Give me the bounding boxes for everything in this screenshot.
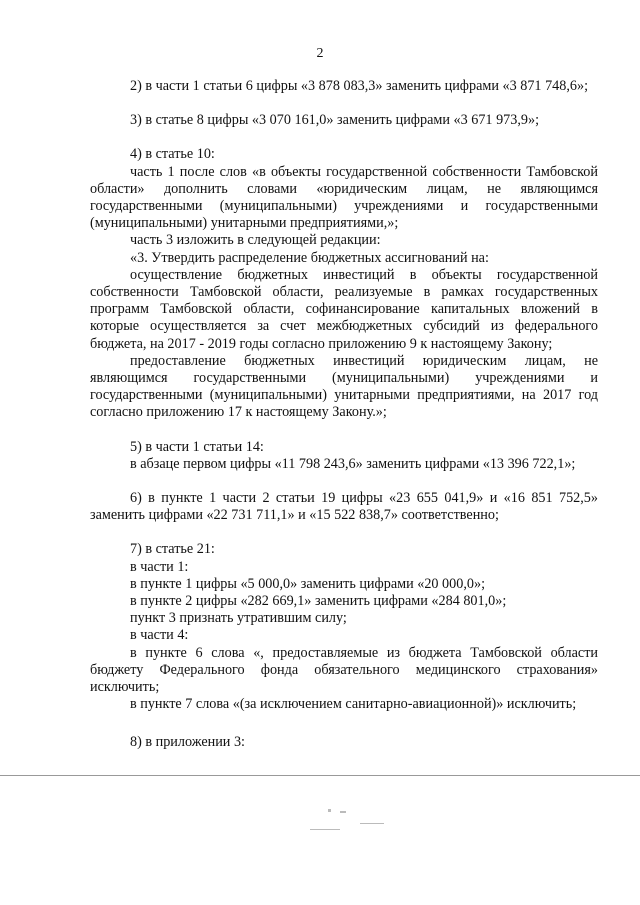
- document-body: [90, 78, 598, 751]
- document-paragraph: часть 3 изложить в следующей редакции:: [130, 232, 381, 249]
- document-paragraph: в пункте 7 слова «(за исключением санитарно-авиационной)» исключить;: [130, 696, 577, 713]
- document-paragraph: в части 4:: [130, 627, 189, 644]
- document-paragraph: 6) в пункте 1 части 2 статьи 19 цифры «23 655 041,9» и «16 851 752,5» заменить цифрами «22 731 711,1» и «15 522 838,7» соответственно;: [90, 490, 598, 524]
- paragraph-spacer: [90, 714, 598, 734]
- document-paragraph: в части 1:: [130, 558, 189, 575]
- document-paragraph: 4) в статье 10:: [130, 146, 215, 163]
- document-paragraph: в пункте 2 цифры «282 669,1» заменить цифрами «284 801,0»;: [130, 593, 507, 610]
- document-paragraph: в пункте 1 цифры «5 000,0» заменить цифрами «20 000,0»;: [130, 575, 486, 592]
- document-paragraph: «3. Утвердить распределение бюджетных ассигнований на:: [130, 249, 489, 266]
- document-paragraph: в абзаце первом цифры «11 798 243,6» заменить цифрами «13 396 722,1»;: [130, 455, 576, 472]
- paragraph-spacer: [90, 473, 598, 490]
- paragraph-spacer: [90, 95, 598, 112]
- paragraph-spacer: [90, 524, 598, 541]
- scan-separator-line: [0, 775, 640, 776]
- page-number: 2: [316, 46, 324, 61]
- paragraph-spacer: [90, 422, 598, 439]
- document-paragraph: предоставление бюджетных инвестиций юридическим лицам, не являющимся государственными (муниципальными) учреждениями и государственными (муниципальными) унитарными предприятиями, на 2017 год согласно приложению 17 к настоящему Закону.»;: [90, 352, 598, 421]
- paragraph-spacer: [90, 129, 598, 146]
- document-paragraph: 8) в приложении 3:: [130, 733, 245, 750]
- document-paragraph: в пункте 6 слова «, предоставляемые из бюджета Тамбовской области бюджету Федерального фонда обязательного медицинского страхования» исключить;: [90, 644, 598, 696]
- document-paragraph: осуществление бюджетных инвестиций в объекты государственной собственности Тамбовской области, реализуемые в рамках государственных программ Тамбовской области, софинансирование капитальных вложений в которые осуществляется за счет межбюджетных субсидий из федерального бюджета, на 2017 - 2019 годы согласно приложению 9 к настоящему Закону;: [90, 266, 598, 352]
- document-paragraph: 3) в статье 8 цифры «3 070 161,0» заменить цифрами «3 671 973,9»;: [130, 112, 540, 129]
- document-paragraph: 7) в статье 21:: [130, 541, 215, 558]
- document-paragraph: пункт 3 признать утратившим силу;: [130, 610, 347, 627]
- scan-artifact-marks: [300, 805, 420, 845]
- document-paragraph: 2) в части 1 статьи 6 цифры «3 878 083,3» заменить цифрами «3 871 748,6»;: [130, 78, 589, 94]
- document-paragraph: часть 1 после слов «в объекты государственной собственности Тамбовской области» дополнить словами «юридическим лицам, не являющимся государственными (муниципальными) учреждениями и государственными (муниципальными) унитарными предприятиями,»;: [90, 163, 598, 232]
- document-paragraph: 5) в части 1 статьи 14:: [130, 438, 264, 455]
